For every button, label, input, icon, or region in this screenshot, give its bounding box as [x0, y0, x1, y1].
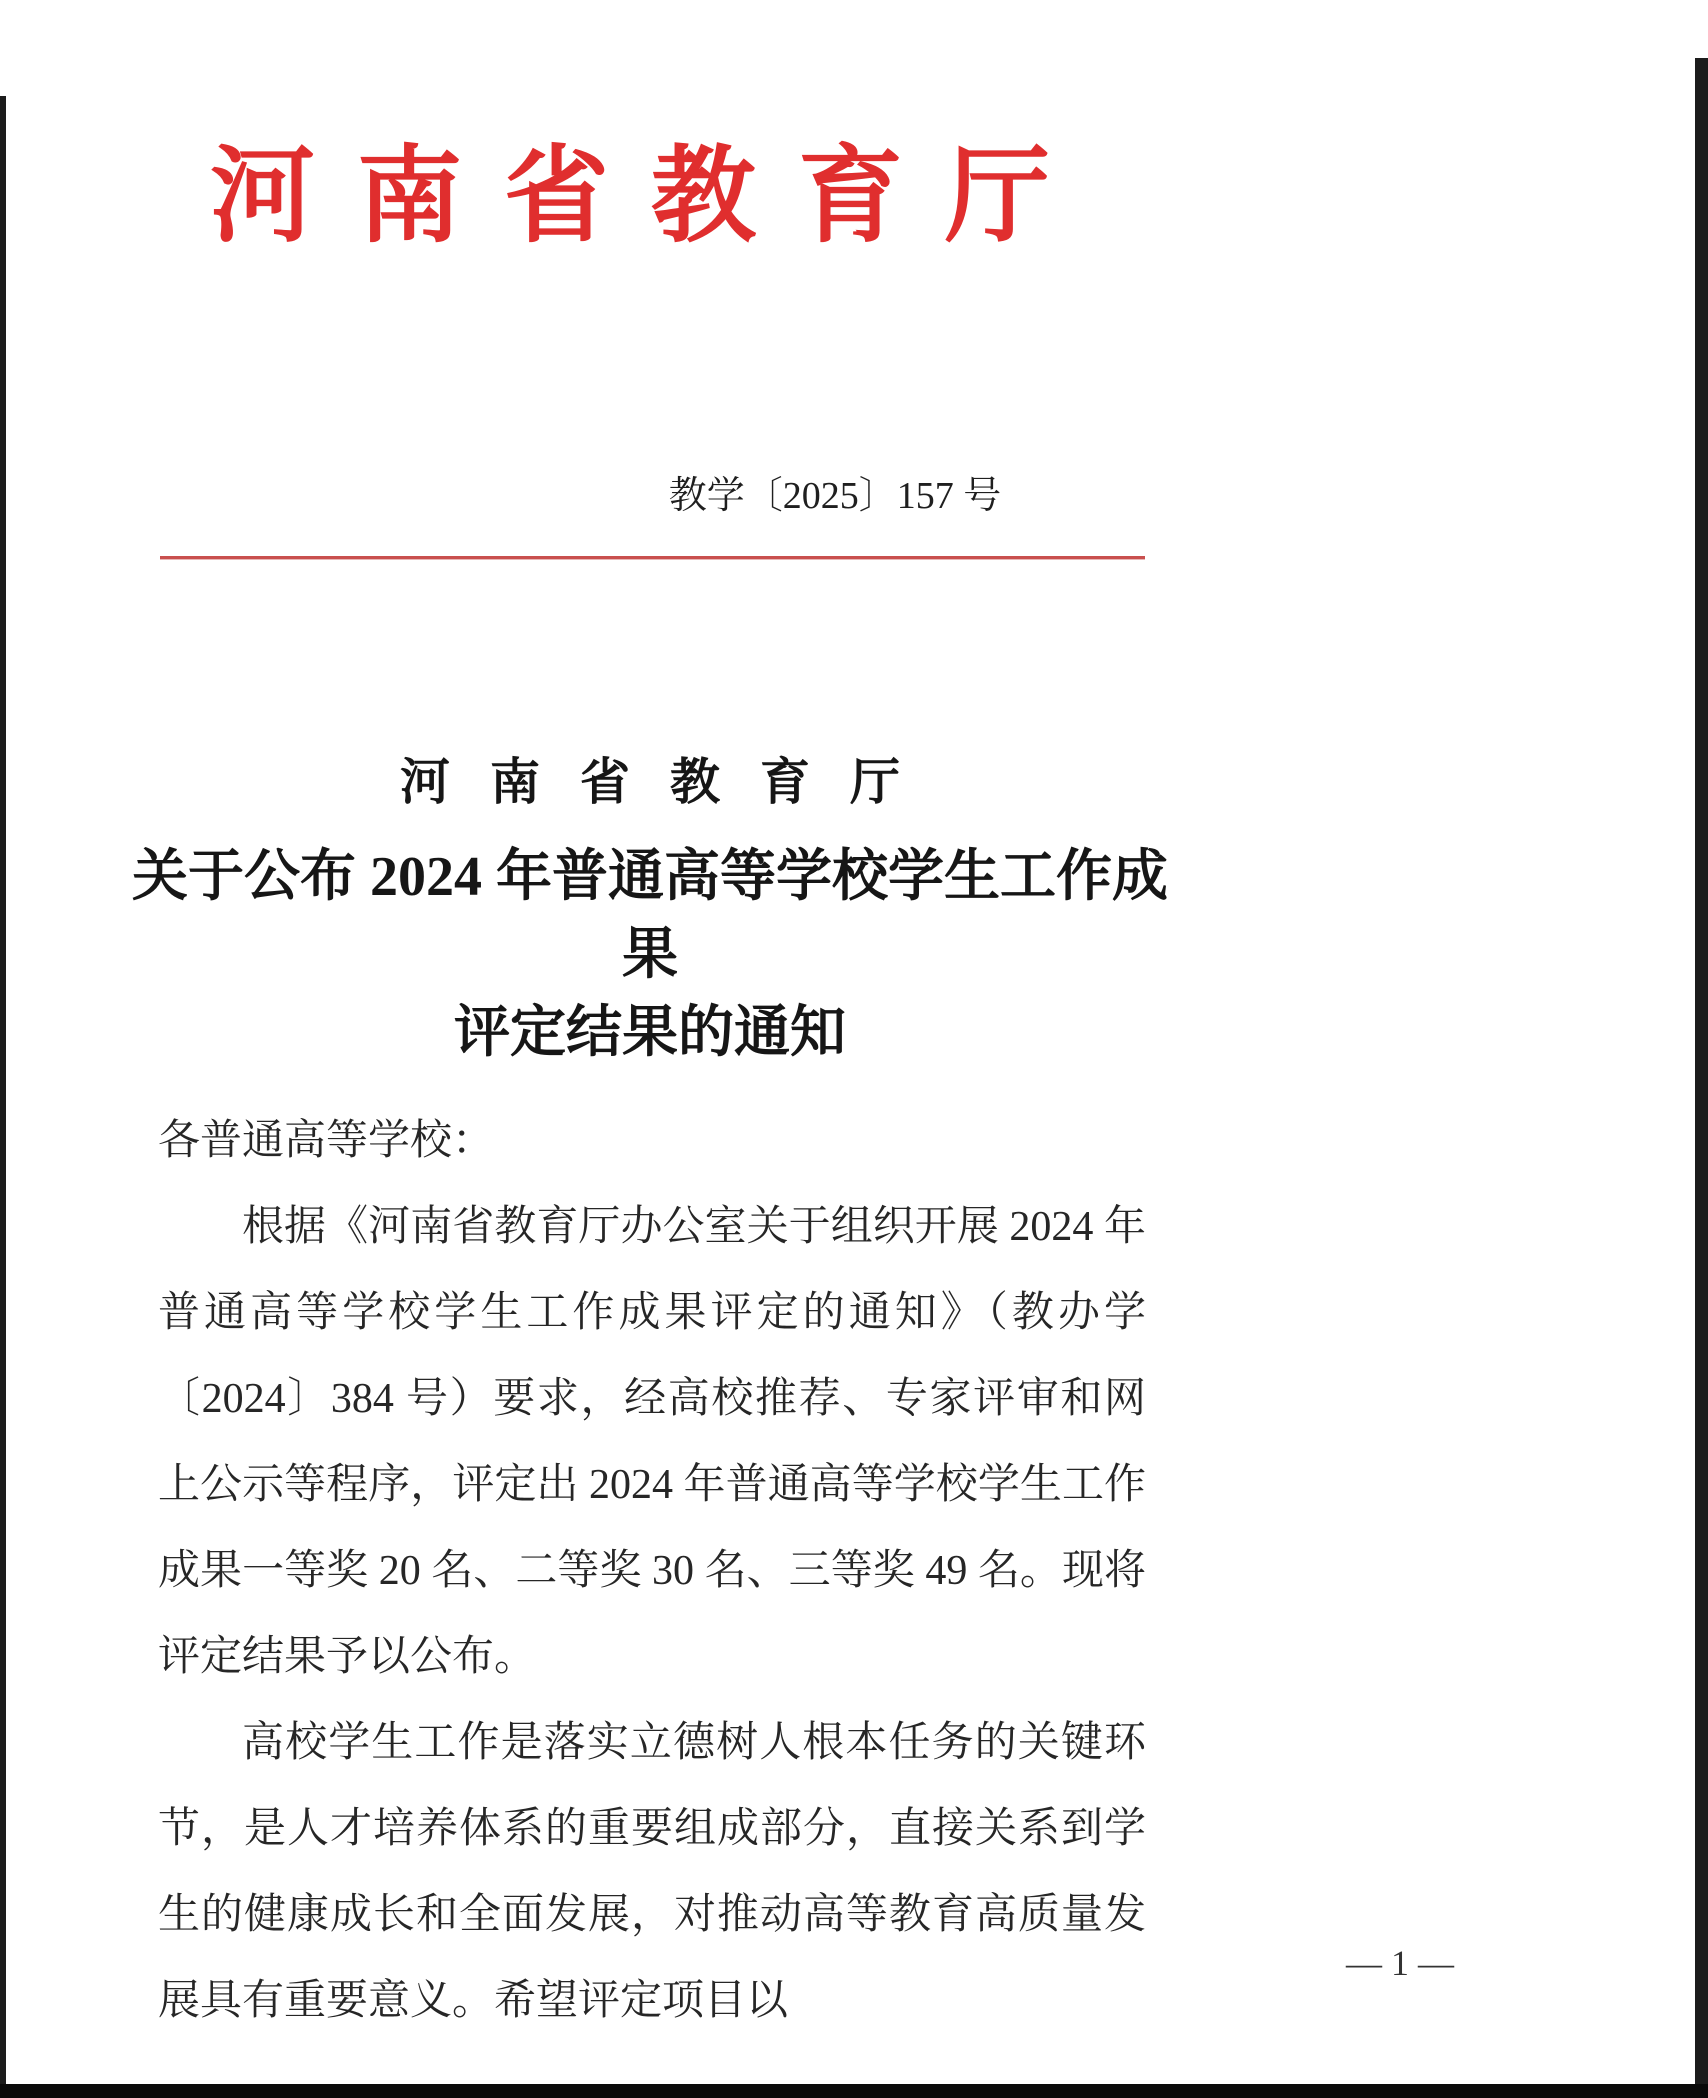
- red-divider-rule: [160, 556, 1145, 560]
- scan-edge-bottom: [0, 2084, 1708, 2098]
- body-paragraph-2: 高校学生工作是落实立德树人根本任务的关键环节，是人才培养体系的重要组成部分，直接关系到学生的健康成长和全面发展，对推动高等教育高质量发展具有重要意义。希望评定项目以: [158, 1720, 1146, 2024]
- document-number: 教学〔2025〕157 号: [668, 475, 1002, 517]
- notice-title-line3: 评定结果的通知: [454, 1002, 846, 1064]
- agency-red-header: 河南省教育厅: [209, 138, 1092, 255]
- notice-title-agency-line: 河南省教育厅: [400, 754, 940, 810]
- scan-edge-right: [1695, 58, 1708, 2098]
- scan-edge-left: [0, 96, 6, 2098]
- salutation-line: 各普通高等学校：: [158, 1118, 495, 1164]
- notice-title-line2: 关于公布 2024 年普通高等学校学生工作成果: [132, 846, 1168, 986]
- page-number: — 1 —: [1346, 1943, 1454, 1983]
- notice-body: [158, 1098, 1146, 2044]
- notice-title: [120, 742, 1180, 1072]
- body-paragraph-1: 根据《河南省教育厅办公室关于组织开展 2024 年普通高等学校学生工作成果评定的通知》（教办学〔2024〕384 号）要求，经高校推荐、专家评审和网上公示等程序，评定出 2024 年普通高等学校学生工作成果一等奖 20 名、二等奖 30 名、三等奖 49 名。现将评定结果予以公布。: [158, 1204, 1146, 1680]
